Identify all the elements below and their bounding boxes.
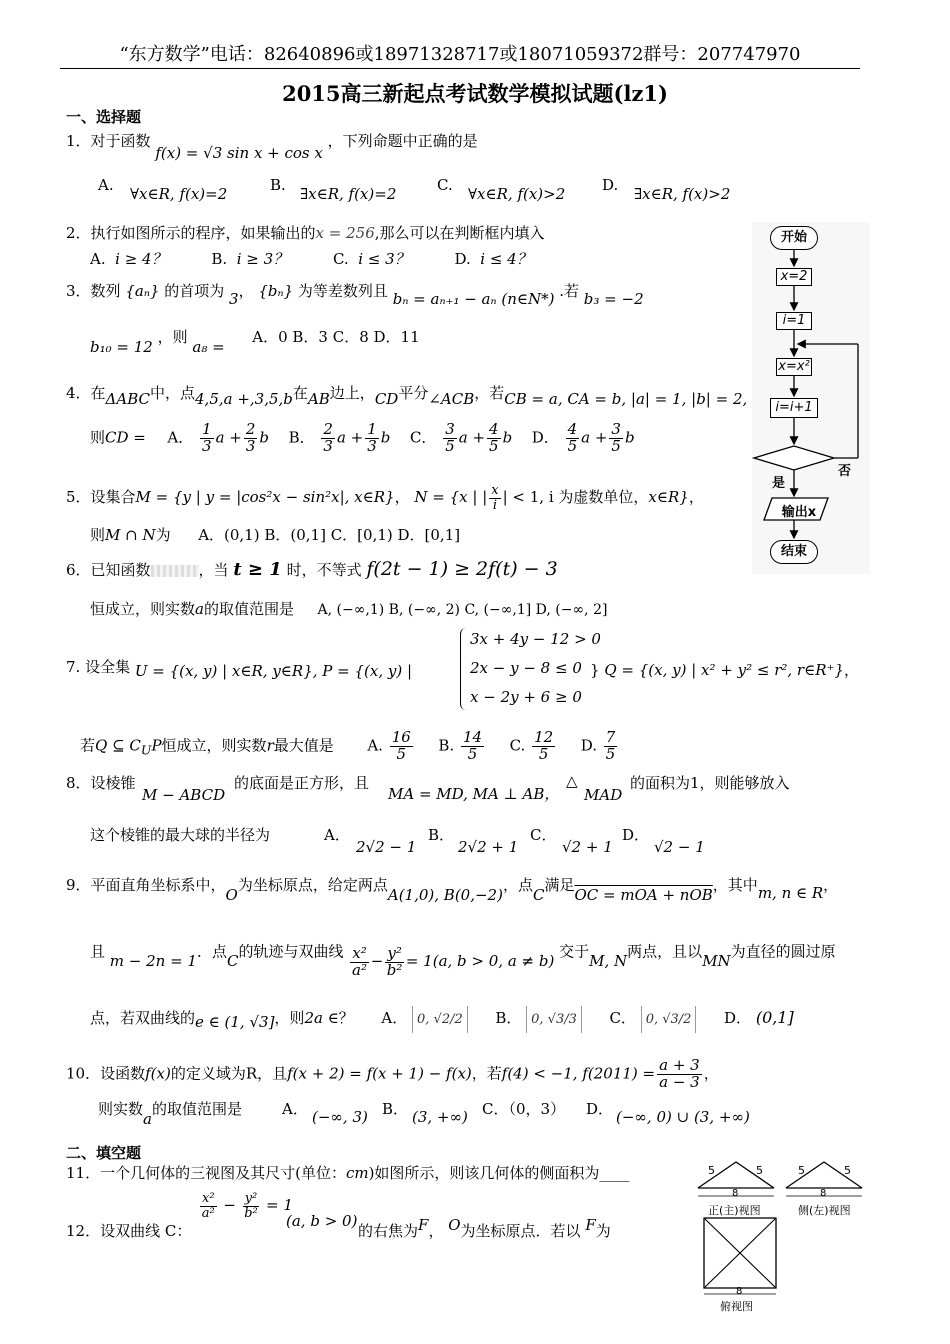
q8-option-a-label: A． bbox=[324, 826, 350, 844]
q1-option-c: ∀x∈R, f(x)>2 bbox=[468, 185, 566, 203]
q8-option-b: 2√2 + 1 bbox=[458, 838, 519, 856]
front-edge-left: 5 bbox=[708, 1164, 715, 1177]
q8-option-c: √2 + 1 bbox=[562, 838, 613, 856]
q9-line2: 且 m − 2n = 1．点C的轨迹与双曲线 $\frac{\text{x²}}{\text{a²}}$ − $\frac{\text{y²}}{\text{b²}}$ = 1(a, b > 0, a ≠ b) 交于M, N两点，且以MN为直径的圆过原 bbox=[90, 942, 836, 979]
q7-system-2: 2x − y − 8 ≤ 0 bbox=[470, 659, 582, 677]
q6-line1: 6．已知函数 ，当 t ≥ 1 时，不等式 f(2t − 1) ≥ 2f(t) − 3 bbox=[66, 558, 558, 580]
q8-option-a: 2√2 − 1 bbox=[356, 838, 417, 856]
flowchart-step-x: x=x² bbox=[776, 358, 812, 376]
page-header: “东方数学”电话：82640896或18971328717或18071059372群号：207747970 bbox=[60, 40, 860, 69]
q1-option-a-label: A. bbox=[98, 176, 114, 194]
q1-option-c-label: C. bbox=[437, 176, 453, 194]
q7-system-1: 3x + 4y − 12 > 0 bbox=[470, 630, 601, 648]
flowchart-output: 输出x bbox=[781, 505, 817, 520]
section-fill: 二、填空题 bbox=[66, 1144, 142, 1162]
q10-line2: 则实数a的取值范围是 bbox=[98, 1100, 242, 1128]
flowchart-yes-label: 是 bbox=[772, 476, 786, 491]
q12-label: 12．设双曲线 C： bbox=[66, 1222, 192, 1240]
q10-option-b: (3, +∞) bbox=[412, 1108, 468, 1126]
q4-line2: 则CD = A． $\frac{1}{3}$ a + $\frac{2}{3}$ b B． $\frac{2}{3}$ a + $\frac{1}{3}$ b C． $\frac{3}{5}$ a + $\frac{4}{5}$ b D． $\frac{4}{5}$ a + $\frac{3}{5}$ b bbox=[90, 420, 635, 455]
q11-line: 11．一个几何体的三视图及其尺寸(单位：cm)如图所示，则该几何体的侧面积为____ bbox=[66, 1164, 630, 1182]
side-edge-left: 5 bbox=[798, 1164, 805, 1177]
q3-line1: 3．数列 {aₙ} 的首项为 3， {bₙ} 为等差数列且 bₙ = aₙ₊₁ − aₙ (n∈N*) .若 b₃ = −2 bbox=[66, 282, 644, 308]
q8-option-c-label: C． bbox=[530, 826, 557, 844]
q8-line1: 8．设棱锥 bbox=[66, 774, 136, 792]
q8-pyramid: M − ABCD bbox=[142, 786, 226, 804]
flowchart bbox=[752, 222, 870, 574]
q10-line1: 10．设函数f(x)的定义域为R，且f(x + 2) = f(x + 1) − f(x)，若f(4) < −1, f(2011) = $\frac{a + 3}{a - 3}$ ， bbox=[66, 1056, 719, 1091]
q10-option-d-label: D． bbox=[586, 1100, 614, 1118]
three-view-figure bbox=[690, 1158, 870, 1318]
page-title: 2015高三新起点考试数学模拟试题(lz1) bbox=[282, 81, 668, 106]
q5-line1: 5．设集合M = {y | y = |cos²x − sin²x|, x∈R}， N = {x | | $\frac{x}{i}$ | < 1, i 为虚数单位，x∈R}， bbox=[66, 483, 704, 513]
q12-cond: (a, b > 0) bbox=[286, 1212, 358, 1230]
side-base: 8 bbox=[820, 1188, 827, 1199]
section-choice: 一、选择题 bbox=[66, 108, 142, 126]
q1-option-b-label: B. bbox=[270, 176, 286, 194]
side-edge-right: 5 bbox=[844, 1164, 851, 1177]
q5-line2: 则M ∩ N为 A．(0,1) B．(0,1] C．[0,1) D．[0,1] bbox=[90, 526, 461, 544]
q12-rest: 的右焦为F， O为坐标原点．若以 F为 bbox=[358, 1216, 611, 1240]
flowchart-end: 结束 bbox=[770, 540, 818, 564]
q8-condition: MA = MD, MA ⊥ AB， bbox=[388, 785, 560, 803]
q8-triangle: △ bbox=[566, 772, 578, 790]
q8-option-d-label: D． bbox=[622, 826, 650, 844]
q1-option-a: ∀x∈R, f(x)=2 bbox=[130, 185, 228, 203]
flowchart-start: 开始 bbox=[770, 226, 818, 250]
q1-option-b: ∃x∈R, f(x)=2 bbox=[300, 185, 397, 203]
q8-line1-b: 的底面是正方形，且 bbox=[234, 774, 370, 792]
q3-line2: b₁₀ = 12 ，则 a₈ = A．0 B．3 C．8 D．11 bbox=[90, 328, 420, 356]
top-view-label: 俯视图 bbox=[720, 1300, 753, 1313]
q9-line3: 点，若双曲线的e ∈ (1, √3]，则2a ∈？ A． 0, √2/2 B． 0, √3/3 C． 0, √3/2 D． (0,1] bbox=[90, 1008, 794, 1031]
q10-option-b-label: B． bbox=[382, 1100, 409, 1118]
front-view-label: 正(主)视图 bbox=[708, 1204, 761, 1217]
q7-system-brace bbox=[460, 628, 469, 710]
q2-options: A. i ≥ 4？ B. i ≥ 3？ C. i ≤ 3？ D. i ≤ 4？ bbox=[90, 250, 532, 268]
flowchart-init-i: i=1 bbox=[776, 312, 812, 330]
q10-option-d: (−∞, 0) ∪ (3, +∞) bbox=[616, 1108, 750, 1126]
q1-option-d-label: D. bbox=[602, 176, 619, 194]
q9-line1: 9．平面直角坐标系中，O为坐标原点，给定两点A(1,0), B(0,−2)，点C满足OC = mOA + nOB，其中m, n ∈ R， bbox=[66, 876, 839, 904]
q8-line1-d: 的面积为1，则能够放入 bbox=[630, 774, 790, 792]
q10-option-a: (−∞, 3) bbox=[312, 1108, 368, 1126]
q1-option-d: ∃x∈R, f(x)>2 bbox=[634, 185, 731, 203]
q1-stem: 1．对于函数 f(x) = √3 sin x + cos x ，下列命题中正确的是 bbox=[66, 132, 478, 162]
q7-system-3: x − 2y + 6 ≥ 0 bbox=[470, 688, 582, 706]
q2-stem: 2．执行如图所示的程序，如果输出的x = 256,那么可以在判断框内填入 bbox=[66, 224, 545, 242]
q7-line2: 若Q ⊆ $C_UP$恒成立，则实数r最大值是 A. $\frac{16}{5}$ B. $\frac{14}{5}$ C. $\frac{12}{5}$ D. $\frac{7}{5}$ bbox=[80, 728, 616, 763]
front-edge-right: 5 bbox=[756, 1164, 763, 1177]
q4-line1: 4．在ΔABC中，点4,5,a +,3,5,b在AB边上，CD平分∠ACB，若CB = a, CA = b, |a| = 1, |b| = 2, bbox=[66, 384, 748, 408]
q8-line2: 这个棱锥的最大球的半径为 bbox=[90, 826, 271, 844]
top-base: 8 bbox=[736, 1286, 743, 1297]
q10-option-c: C．（0，3） bbox=[482, 1100, 566, 1118]
flowchart-no-label: 否 bbox=[838, 464, 852, 479]
q7-line1: 7. 设全集 U = {(x, y) | x∈R, y∈R}, P = {(x, y) | bbox=[66, 658, 413, 680]
q8-mad: MAD bbox=[584, 786, 623, 804]
three-view-lines bbox=[690, 1158, 870, 1318]
q12-hyperbola: $\frac{\text{x²}}{\text{a²}}$ − $\frac{\text{y²}}{\text{b²}}$ = 1 bbox=[201, 1191, 293, 1221]
flowchart-init-x: x=2 bbox=[776, 268, 812, 286]
q8-option-d: √2 − 1 bbox=[654, 838, 705, 856]
q10-option-a-label: A． bbox=[282, 1100, 308, 1118]
front-base: 8 bbox=[732, 1188, 739, 1199]
flowchart-step-i: i=i+1 bbox=[770, 398, 818, 418]
q8-option-b-label: B． bbox=[428, 826, 455, 844]
q6-function-image bbox=[151, 565, 199, 577]
side-view-label: 侧(左)视图 bbox=[798, 1204, 851, 1217]
q7-line1-tail: } Q = {(x, y) | x² + y² ≤ r², r∈R⁺}， bbox=[590, 661, 859, 679]
q6-line2: 恒成立，则实数a的取值范围是 A, (−∞,1) B, (−∞, 2) C, (−∞,1] D, (−∞, 2] bbox=[90, 600, 608, 618]
